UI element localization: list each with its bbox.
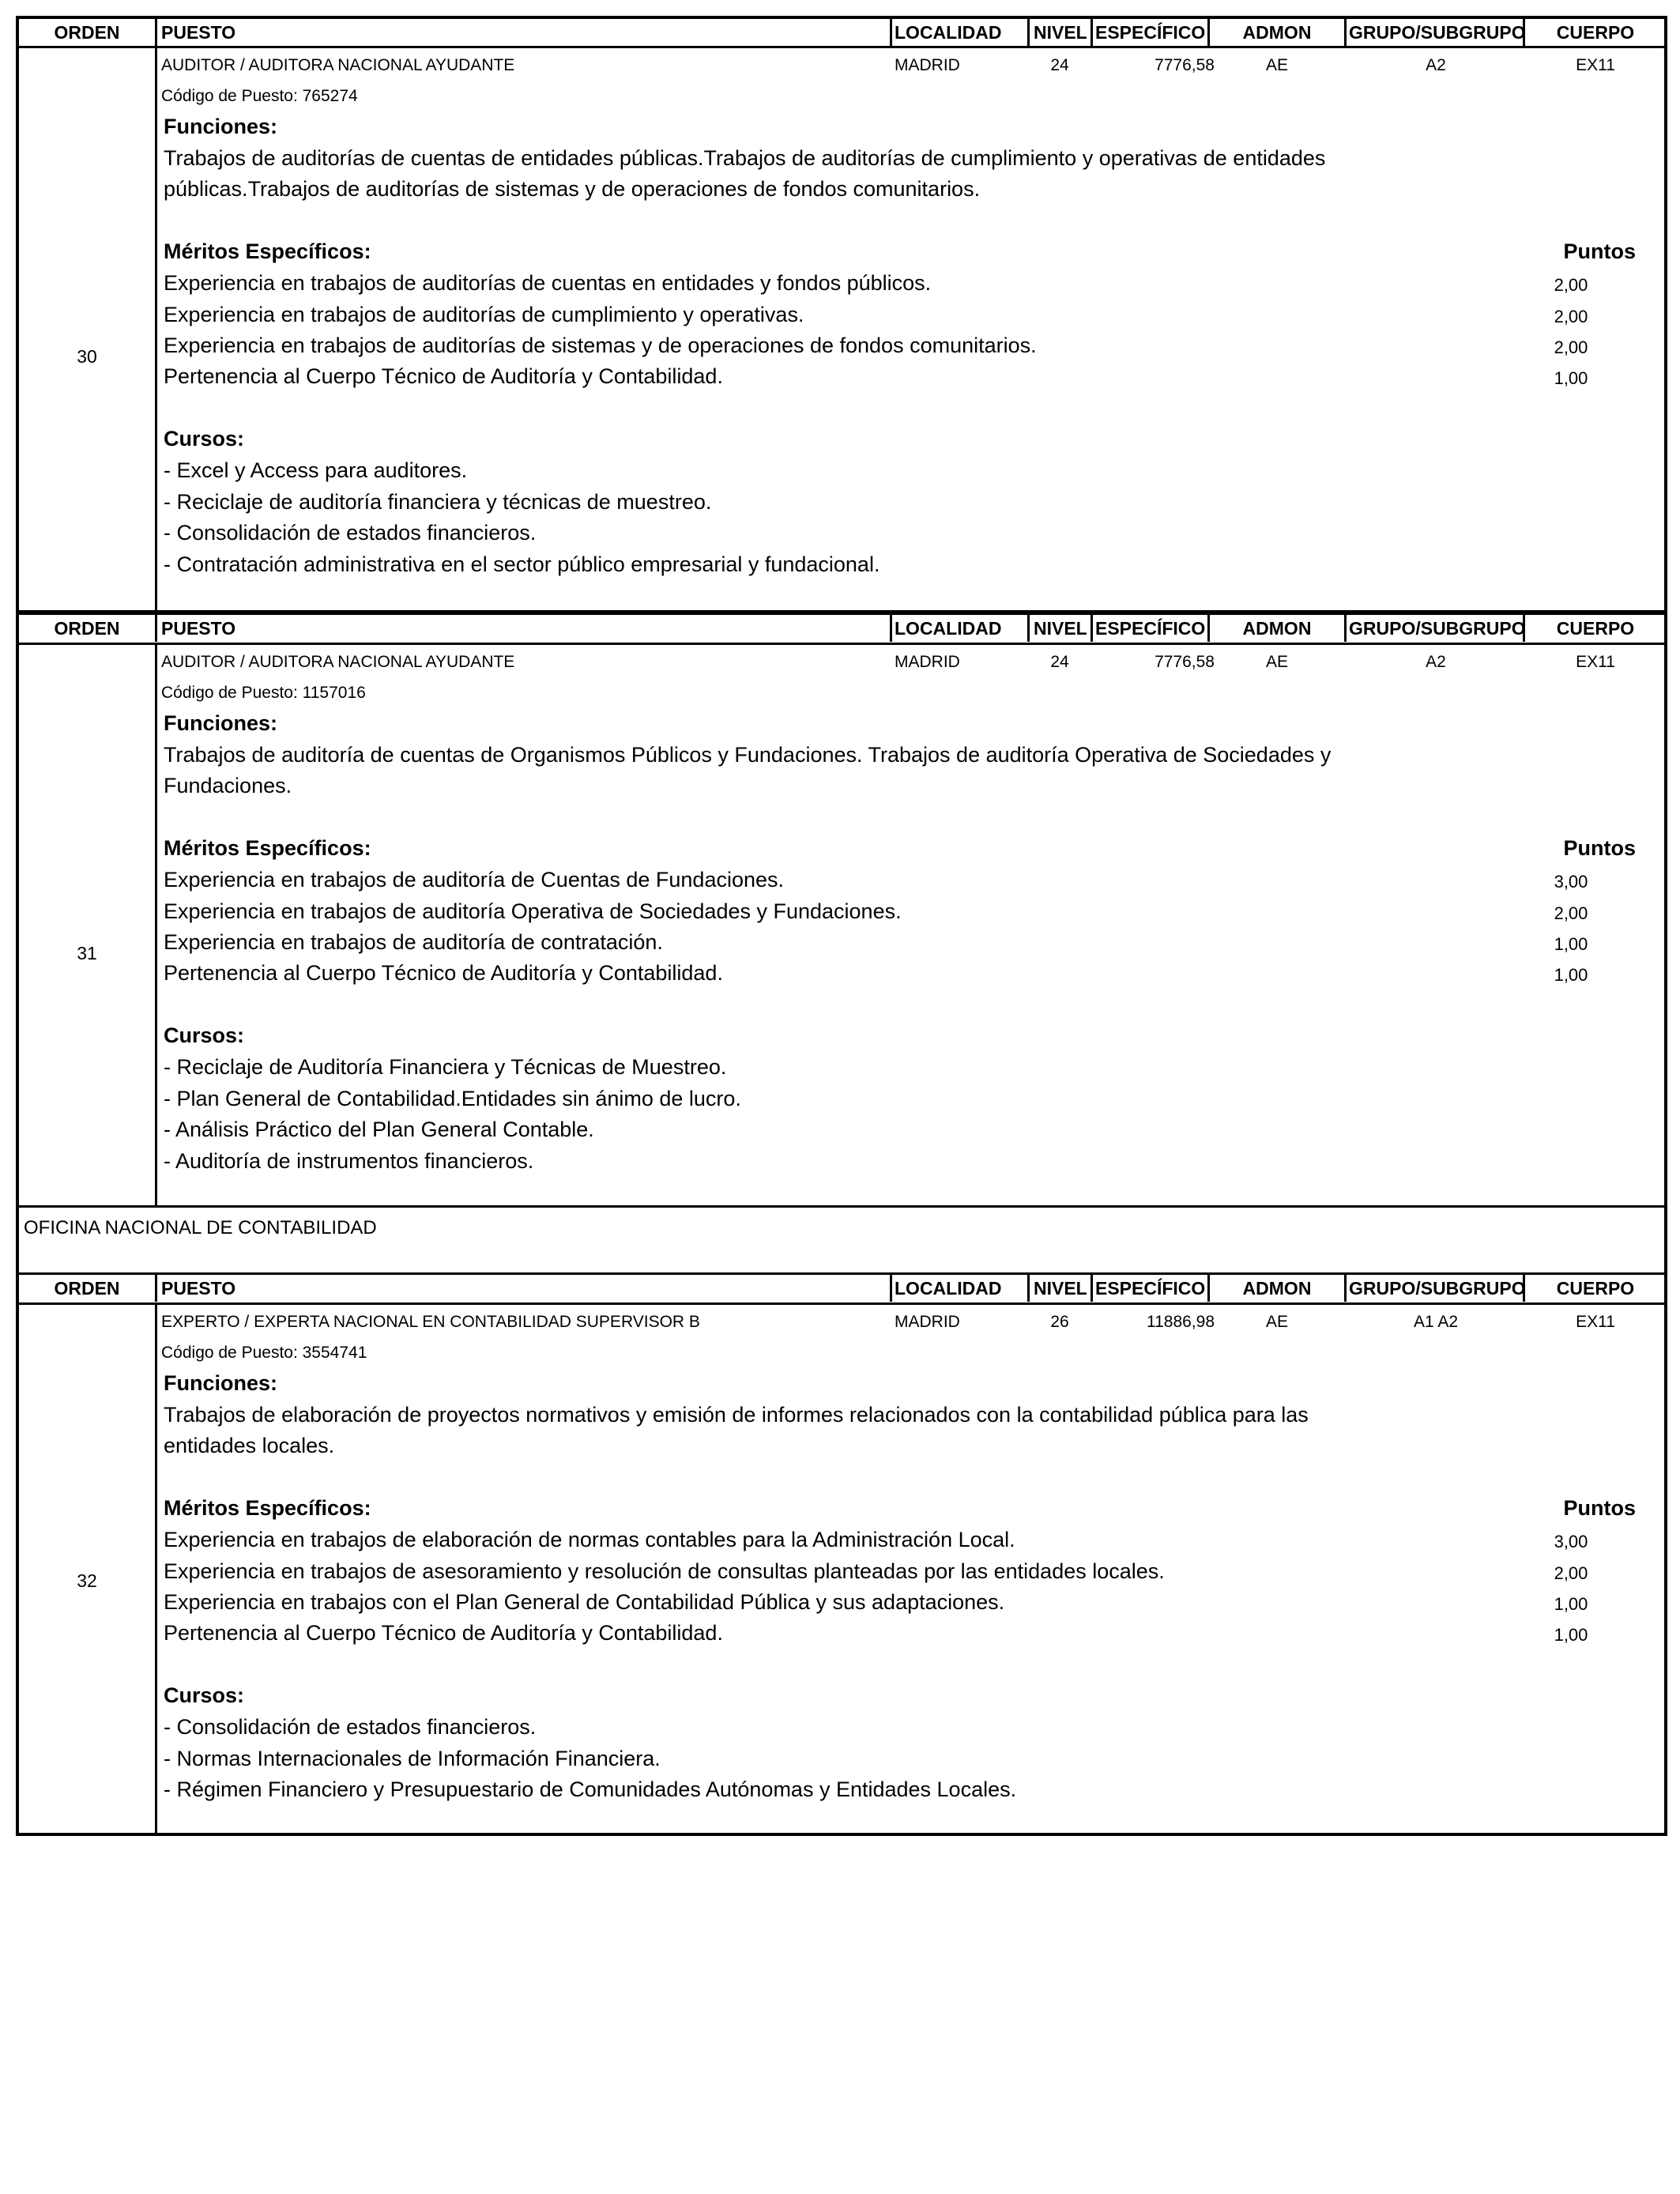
cursos-label: Cursos: (164, 1683, 245, 1707)
entry-30 (16, 16, 1667, 613)
section-title: OFICINA NACIONAL DE CONTABILIDAD (24, 1217, 377, 1238)
cursos-label: Cursos: (164, 427, 245, 450)
funciones-line: entidades locales. (164, 1434, 335, 1457)
curso-line: - Contratación administrativa en el sector público empresarial y fundacional. (164, 552, 880, 576)
merito-puntos: 1,00 (1554, 368, 1588, 388)
entry-31 (16, 613, 1667, 1208)
meritos-label: Méritos Específicos: (164, 1496, 371, 1520)
merito-line: Experiencia en trabajos con el Plan General de Contabilidad Pública y sus adaptaciones. (164, 1590, 1005, 1614)
cursos-label: Cursos: (164, 1023, 245, 1047)
localidad-value: MADRID (895, 56, 960, 74)
meritos-label: Méritos Específicos: (164, 836, 371, 860)
header-orden: ORDEN (54, 22, 120, 43)
curso-line: - Reciclaje de Auditoría Financiera y Técnicas de Muestreo. (164, 1055, 727, 1079)
merito-line: Experiencia en trabajos de auditoría Operativa de Sociedades y Fundaciones. (164, 899, 902, 923)
header-grupo: GRUPO/SUBGRUPO (1349, 1278, 1526, 1299)
especifico-value: 7776,58 (1155, 653, 1215, 671)
header-localidad: LOCALIDAD (895, 618, 1002, 639)
header-orden: ORDEN (54, 618, 120, 639)
cuerpo-value: EX11 (1576, 56, 1615, 74)
nivel-value: 24 (1050, 56, 1069, 74)
merito-puntos: 3,00 (1554, 1532, 1588, 1551)
curso-line: - Análisis Práctico del Plan General Contable. (164, 1118, 594, 1141)
document (16, 16, 1667, 1836)
header-nivel: NIVEL (1034, 22, 1087, 43)
orden-value: 30 (77, 346, 97, 367)
table-header (16, 16, 1667, 48)
curso-line: - Reciclaje de auditoría financiera y técnicas de muestreo. (164, 490, 712, 514)
header-puesto: PUESTO (161, 22, 236, 43)
puesto-value: AUDITOR / AUDITORA NACIONAL AYUDANTE (161, 56, 515, 74)
nivel-value: 26 (1050, 1313, 1069, 1331)
curso-line: - Excel y Access para auditores. (164, 458, 468, 482)
nivel-value: 24 (1050, 653, 1069, 671)
section-title-row (16, 1208, 1667, 1272)
table-header (16, 613, 1667, 645)
header-admon: ADMON (1242, 22, 1312, 43)
meritos-label: Méritos Específicos: (164, 239, 371, 263)
curso-line: - Auditoría de instrumentos financieros. (164, 1149, 534, 1173)
codigo-puesto: Código de Puesto: 1157016 (161, 684, 366, 702)
merito-line: Experiencia en trabajos de auditoría de contratación. (164, 930, 663, 954)
puesto-value: EXPERTO / EXPERTA NACIONAL EN CONTABILIDAD SUPERVISOR B (161, 1313, 700, 1331)
merito-puntos: 2,00 (1554, 1563, 1588, 1583)
merito-line: Experiencia en trabajos de elaboración de normas contables para la Administración Local. (164, 1528, 1015, 1551)
entry-body (16, 1305, 1667, 1836)
localidad-value: MADRID (895, 653, 960, 671)
grupo-value: A2 (1426, 56, 1446, 74)
codigo-puesto: Código de Puesto: 3554741 (161, 1344, 367, 1362)
admon-value: AE (1265, 1313, 1288, 1331)
merito-line: Pertenencia al Cuerpo Técnico de Auditoría y Contabilidad. (164, 1621, 723, 1645)
funciones-label: Funciones: (164, 115, 278, 138)
header-grupo: GRUPO/SUBGRUPO (1349, 22, 1526, 43)
header-localidad: LOCALIDAD (895, 1278, 1002, 1299)
merito-puntos: 1,00 (1554, 965, 1588, 985)
orden-value: 31 (77, 943, 97, 963)
curso-line: - Plan General de Contabilidad.Entidades sin ánimo de lucro. (164, 1087, 741, 1110)
curso-line: - Consolidación de estados financieros. (164, 521, 537, 545)
header-nivel: NIVEL (1034, 1278, 1087, 1299)
cuerpo-value: EX11 (1576, 1313, 1615, 1331)
header-nivel: NIVEL (1034, 618, 1087, 639)
orden-value: 32 (77, 1570, 97, 1591)
cuerpo-value: EX11 (1576, 653, 1615, 671)
grupo-value: A2 (1426, 653, 1446, 671)
header-localidad: LOCALIDAD (895, 22, 1002, 43)
merito-line: Experiencia en trabajos de auditorías de cumplimiento y operativas. (164, 303, 804, 326)
puntos-label: Puntos (1563, 1496, 1636, 1520)
grupo-value: A1 A2 (1413, 1313, 1459, 1331)
header-cuerpo: CUERPO (1556, 618, 1635, 639)
curso-line: - Régimen Financiero y Presupuestario de Comunidades Autónomas y Entidades Locales. (164, 1777, 1017, 1801)
entry-32 (16, 1272, 1667, 1836)
header-especifico: ESPECÍFICO (1095, 618, 1206, 639)
header-orden: ORDEN (54, 1278, 120, 1299)
merito-line: Pertenencia al Cuerpo Técnico de Auditoría y Contabilidad. (164, 961, 723, 985)
funciones-line: Trabajos de auditorías de cuentas de entidades públicas.Trabajos de auditorías de cumplimiento y operativas de entidades (164, 146, 1326, 170)
funciones-line: públicas.Trabajos de auditorías de sistemas y de operaciones de fondos comunitarios. (164, 177, 981, 201)
merito-puntos: 1,00 (1554, 1625, 1588, 1645)
table-header (16, 1272, 1667, 1305)
header-admon: ADMON (1242, 1278, 1312, 1299)
puntos-label: Puntos (1563, 239, 1636, 263)
header-puesto: PUESTO (161, 1278, 236, 1299)
header-grupo: GRUPO/SUBGRUPO (1349, 618, 1526, 639)
header-especifico: ESPECÍFICO (1095, 22, 1206, 43)
funciones-label: Funciones: (164, 1371, 278, 1395)
merito-puntos: 2,00 (1554, 903, 1588, 923)
localidad-value: MADRID (895, 1313, 960, 1331)
merito-puntos: 2,00 (1554, 337, 1588, 357)
merito-puntos: 1,00 (1554, 1594, 1588, 1614)
admon-value: AE (1265, 653, 1288, 671)
codigo-puesto: Código de Puesto: 765274 (161, 87, 358, 105)
header-puesto: PUESTO (161, 618, 236, 639)
funciones-line: Trabajos de elaboración de proyectos normativos y emisión de informes relacionados con la contabilidad pública para las (164, 1403, 1309, 1427)
funciones-label: Funciones: (164, 711, 278, 735)
merito-puntos: 2,00 (1554, 307, 1588, 326)
funciones-line: Fundaciones. (164, 774, 292, 797)
merito-line: Experiencia en trabajos de auditorías de cuentas en entidades y fondos públicos. (164, 271, 932, 295)
merito-line: Experiencia en trabajos de auditoría de Cuentas de Fundaciones. (164, 868, 785, 892)
header-cuerpo: CUERPO (1556, 22, 1635, 43)
header-admon: ADMON (1242, 618, 1312, 639)
merito-line: Pertenencia al Cuerpo Técnico de Auditoría y Contabilidad. (164, 364, 723, 388)
especifico-value: 11886,98 (1146, 1313, 1215, 1331)
header-cuerpo: CUERPO (1556, 1278, 1635, 1299)
merito-line: Experiencia en trabajos de asesoramiento y resolución de consultas planteadas por las entidades locales. (164, 1559, 1165, 1583)
merito-line: Experiencia en trabajos de auditorías de sistemas y de operaciones de fondos comunitarios. (164, 334, 1037, 357)
funciones-line: Trabajos de auditoría de cuentas de Organismos Públicos y Fundaciones. Trabajos de auditoría Operativa de Sociedades y (164, 743, 1332, 767)
entry-body (16, 48, 1667, 613)
curso-line: - Consolidación de estados financieros. (164, 1715, 537, 1739)
puntos-label: Puntos (1563, 836, 1636, 860)
merito-puntos: 1,00 (1554, 934, 1588, 954)
puesto-value: AUDITOR / AUDITORA NACIONAL AYUDANTE (161, 653, 515, 671)
header-especifico: ESPECÍFICO (1095, 1278, 1206, 1299)
merito-puntos: 2,00 (1554, 275, 1588, 295)
curso-line: - Normas Internacionales de Información Financiera. (164, 1747, 661, 1770)
admon-value: AE (1265, 56, 1288, 74)
entry-body (16, 645, 1667, 1208)
merito-puntos: 3,00 (1554, 872, 1588, 892)
especifico-value: 7776,58 (1155, 56, 1215, 74)
